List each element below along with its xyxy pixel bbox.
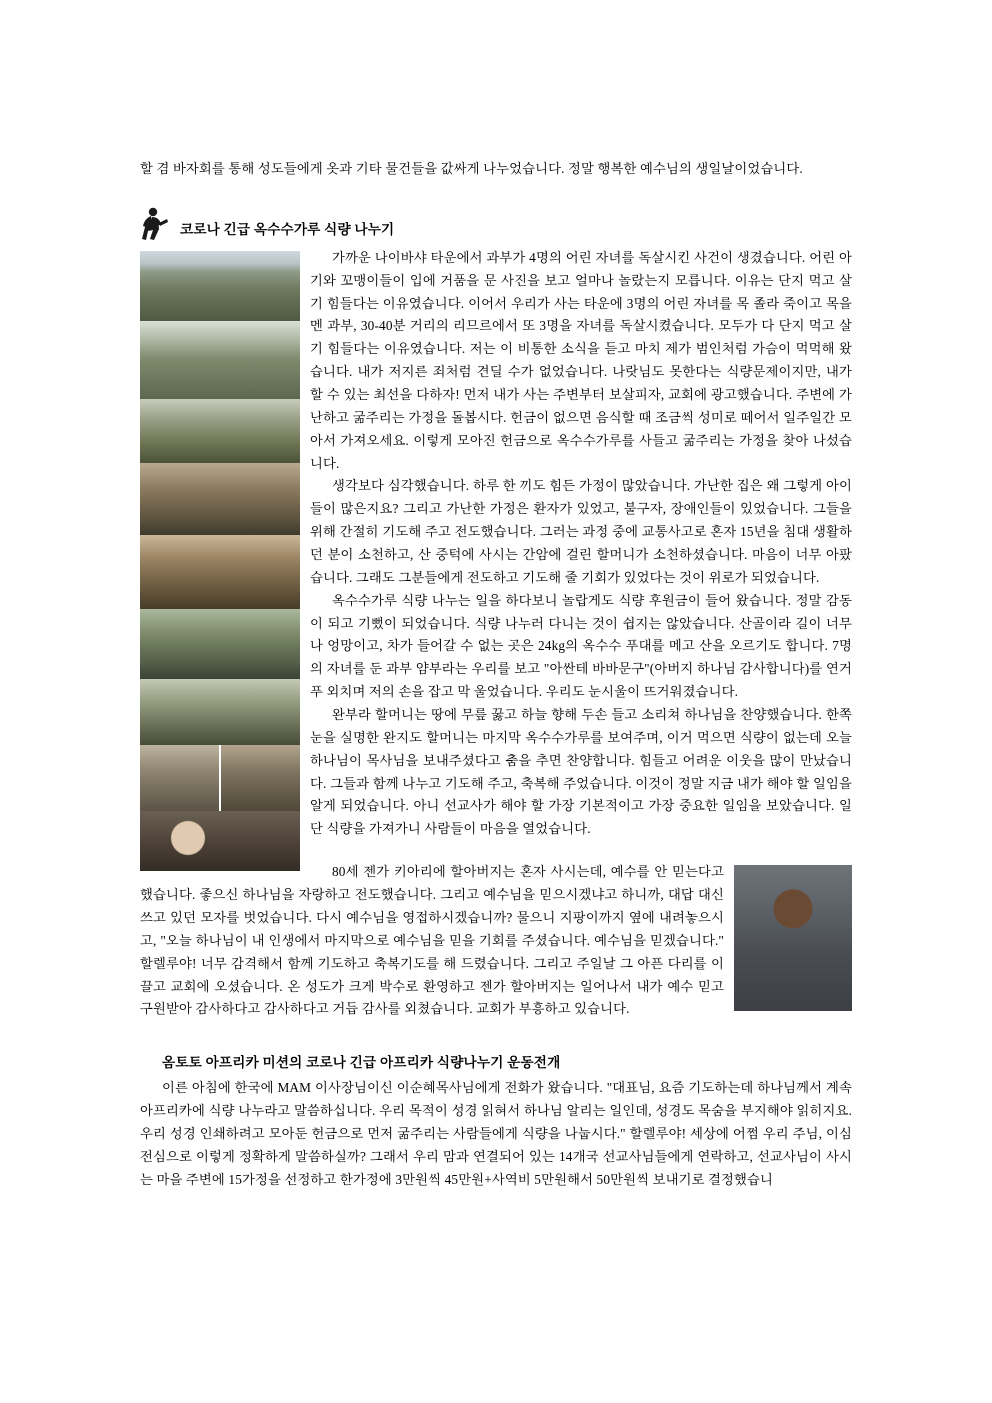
walking-figure-icon (140, 207, 170, 241)
photo-villagers-receiving-food (140, 463, 300, 535)
photo-children-with-sacks (140, 535, 300, 609)
photo-church-group-outdoor (140, 251, 300, 321)
section1-paragraph-4: 완부라 할머니는 땅에 무릎 꿇고 하늘 향해 두손 들고 소리쳐 하나님을 찬양했습니다. 한쪽 눈을 실명한 완지도 할머니는 마지막 옥수수가루를 보여주며, 이거 먹으면 식량이 없는데 오늘 하나님이 목사님을 보내주셨다고 춤을 추면 찬양합니다. 힘들고 어려운 이웃을 많이 만났습니다. 그들과 함께 나누고 기도해 주고, 축복해 주었습니다. 이것이 정말 지금 내가 해야 할 일임을 알게 되었습니다. 아니 선교사가 해야 할 가장 기본적이고 가장 중요한 일임을 보았습니다. 일단 식량을 가져가니 사람들이 마음을 열었습니다. (310, 707, 852, 837)
section1-paragraph-2: 생각보다 심각했습니다. 하루 한 끼도 힘든 가정이 많았습니다. 가난한 집은 왜 그렇게 아이들이 많은지요? 그리고 가난한 가정은 환자가 있었고, 불구자, 장애인들이 있었습니다. 그들을 위해 간절히 기도해 주고 전도했습니다. 그러는 과정 중에 교통사고로 혼자 15년을 침대 생활하던 분이 소천하고, 산 중턱에 사시는 간암에 걸린 할머니가 소천하셨습니다. 마음이 너무 아팠습니다. 그래도 그분들에게 전도하고 기도해 줄 기회가 있었다는 것이 위로가 되었습니다. (310, 478, 852, 585)
section1-heading: 코로나 긴급 옥수수가루 식량 나누기 (180, 221, 395, 237)
photo-elderly-woman-closeup (140, 811, 300, 871)
photo-pair-row (140, 745, 300, 811)
photo-mud-house-visit (140, 679, 300, 745)
photo-elderly-man-portrait (734, 865, 852, 1011)
top-paragraph: 할 겸 바자회를 통해 성도들에게 옷과 기타 물건들을 값싸게 나누었습니다. 정말 행복한 예수님의 생일날이었습니다. (140, 161, 803, 176)
photo-elderly-woman-kitchen (221, 745, 300, 811)
photo-women-holding-bags (140, 609, 300, 679)
section1-paragraph-5: 80세 젠가 키아리에 할아버지는 혼자 사시는데, 예수를 안 믿는다고 했습니다. 좋으신 하나님을 자랑하고 전도했습니다. 그리고 예수님을 믿으시겠냐고 하니까, 대답 대신 쓰고 있던 모자를 벗었습니다. 다시 예수님을 영접하시겠습니까? 물으니 지팡이까지 옆에 내려놓으시고, "오늘 하나님이 내 인생에서 마지막으로 예수님을 믿을 기회를 주셨습니다. 예수님을 믿겠습니다." 할렐루야! 너무 감격해서 함께 기도하고 축복기도를 해 드렸습니다. 그리고 주일날 그 아픈 다리를 이끌고 교회에 오셨습니다. 온 성도가 크게 박수로 환영하고 젠가 할아버지는 일어나서 내가 예수 믿고 구원받아 감사하다고 감사하다고 거듭 감사를 외쳤습니다. 교회가 부흥하고 있습니다. (140, 864, 724, 1017)
section1-paragraph-1: 가까운 나이바샤 타운에서 과부가 4명의 어린 자녀를 독살시킨 사건이 생겼습니다. 어린 아기와 꼬맹이들이 입에 거품을 문 사진을 보고 얼마나 놀랐는지 모릅니다. 이유는 단지 먹고 살기 힘들다는 이유였습니다. 이어서 우리가 사는 타운에 3명의 어린 자녀를 목 졸라 죽이고 목을 멘 과부, 30-40분 거리의 리므르에서 또 3명을 자녀를 독살시켰습니다. 모두가 다 단지 먹고 살기 힘들다는 이유였습니다. 저는 이 비통한 소식을 듣고 마치 제가 범인처럼 가슴이 먹먹해 왔습니다. 내가 저지른 죄처럼 견딜 수가 없었습니다. 나랏님도 못한다는 식량문제이지만, 내가 할 수 있는 최선을 다하자! 먼저 내가 사는 주변부터 보살피자, 교회에 광고했습니다. 주변에 가난하고 굶주리는 가정을 돌봅시다. 헌금이 없으면 음식할 때 조금씩 성미로 떼어서 일주일간 모아서 가져오세요. 이렇게 모아진 헌금으로 옥수수가루를 사들고 굶주리는 가정을 찾아 나섰습니다. (310, 249, 852, 471)
section1-paragraph-3: 옥수수가루 식량 나누는 일을 하다보니 놀랍게도 식량 후원금이 들어 왔습니다. 정말 감동이 되고 기뻤이 되었습니다. 식량 나누러 다니는 것이 쉽지는 않았습니다. 산골이라 길이 너무나 엉망이고, 차가 들어갈 수 없는 곳은 24kg의 옥수수 푸대를 메고 산을 오르기도 합니다. 7명의 자녀를 둔 과부 얌부라는 우리를 보고 "아싼테 바바문구"(아버지 하나님 감사합니다)를 연거푸 외치며 저의 손을 잡고 막 울었습니다. 우리도 눈시울이 뜨거워졌습니다. (310, 592, 852, 700)
photo-family-portrait-home (140, 745, 219, 811)
photo-congregation-lineup (140, 321, 300, 399)
section2-heading: 옴토토 아프리카 미션의 코로나 긴급 아프리카 식량나누기 운동전개 (162, 1055, 561, 1071)
photo-family-with-flour-bags (140, 399, 300, 463)
photo-collage-left (140, 251, 300, 871)
document-body (140, 158, 852, 1192)
section2-paragraph: 이른 아침에 한국에 MAM 이사장님이신 이순혜목사님에게 전화가 왔습니다. "대표님, 요즘 기도하는데 하나님께서 계속 아프리카에 식량 나누라고 말씀하십니다. 우리 목적이 성경 읽혀서 하나님 알리는 일인데, 성경도 목숨을 부지해야 읽히지요. 우리 성경 인쇄하려고 모아둔 헌금으로 먼저 굶주리는 사람들에게 식량을 나눕시다." 할렐루야! 세상에 어쩜 우리 주님, 이심전심으로 이렇게 정확하게 말씀하실까? 그래서 우리 맘과 연결되어 있는 14개국 선교사님들에게 연락하고, 선교사님이 사시는 마을 주변에 15가정을 선정하고 한가정에 3만원씩 45만원+사역비 5만원해서 50만원씩 보내기로 결정했습니 (140, 1080, 852, 1187)
section1-heading-row (140, 207, 852, 241)
